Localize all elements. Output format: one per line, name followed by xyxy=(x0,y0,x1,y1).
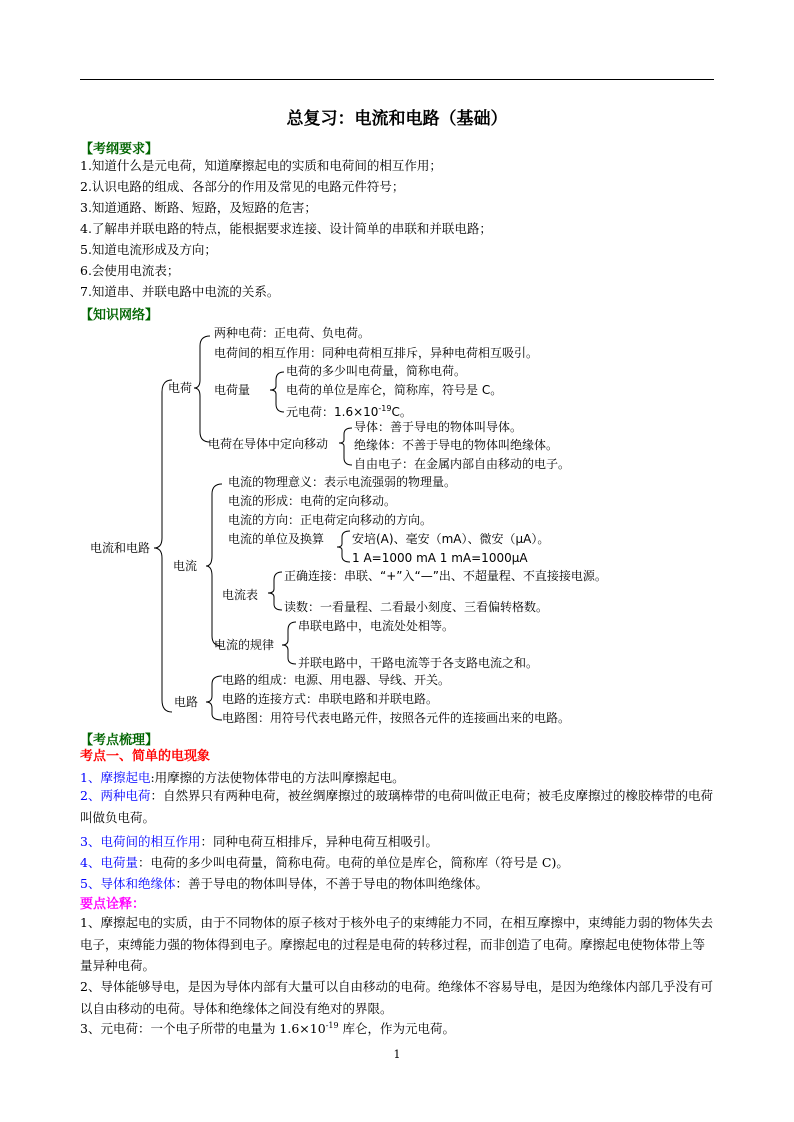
review-item: 5、导体和绝缘体：善于导电的物体叫导体，不善于导电的物体叫绝缘体。 xyxy=(80,876,488,891)
law-label: 电流的规律 xyxy=(214,638,275,652)
network-heading: 【知识网络】 xyxy=(80,308,159,323)
review-item: 4、电荷量：电荷的多少叫电荷量，简称电荷。电荷的单位是库仑，简称库（符号是 C)。 xyxy=(80,855,569,870)
circuit-item: 电路的连接方式：串联电路和并联电路。 xyxy=(222,692,439,706)
circuit-brace xyxy=(206,676,222,720)
conductor-label: 电荷在导体中定向移动 xyxy=(208,437,329,451)
meter-brace xyxy=(268,572,282,610)
circuit-item: 电路图：用符号代表电路元件，按照各元件的连接画出来的电路。 xyxy=(222,711,571,725)
current-formation: 电流的形成：电荷的定向移动。 xyxy=(228,494,397,508)
meter-label: 电流表 xyxy=(222,588,259,602)
conductor-item: 自由电子：在金属内部自由移动的电子。 xyxy=(354,457,571,471)
unit-label: 电流的单位及换算 xyxy=(228,532,325,546)
unit-item: 1 A=1000 mA 1 mA=1000μA xyxy=(352,551,528,565)
quantity-item: 元电荷：$1.6\times 10^{-19}C$。 xyxy=(286,404,412,419)
quantity-item: 电荷的多少叫电荷量，简称电荷。 xyxy=(286,364,467,378)
review-heading: 【考点梳理】 xyxy=(80,733,159,748)
key-heading: 要点诠释： xyxy=(80,897,146,912)
law-item: 串联电路中，电流处处相等。 xyxy=(298,619,455,633)
requirement-item: 2.认识电路的组成、各部分的作用及常见的电路元件符号； xyxy=(80,179,405,194)
requirement-item: 5.知道电流形成及方向； xyxy=(80,242,217,257)
quantity-label: 电荷量 xyxy=(214,383,251,397)
unit-item: 安培(A)、毫安（mA）、微安（μA）。 xyxy=(352,532,550,546)
interaction-text: 电荷间的相互作用：同种电荷相互排斥，异种电荷相互吸引。 xyxy=(214,346,539,360)
charge-label: 电荷 xyxy=(168,381,193,395)
circuit-item: 电路的组成：电源、用电器、导线、开关。 xyxy=(222,673,451,687)
current-brace xyxy=(206,484,222,646)
meter-item: 读数：一看量程、二看最小刻度、三看偏转格数。 xyxy=(284,600,549,614)
charge-brace xyxy=(194,336,210,442)
conductor-item: 导体：善于导电的物体叫导体。 xyxy=(354,420,523,434)
point-heading: 考点一、简单的电现象 xyxy=(80,749,211,764)
current-meaning: 电流的物理意义：表示电流强弱的物理量。 xyxy=(228,475,457,489)
meter-item: 正确连接：串联、“+”入“—”出、不超量程、不直接接电源。 xyxy=(284,569,607,583)
quantity-item: 电荷的单位是库仑，简称库，符号是 C。 xyxy=(286,383,503,397)
review-item: 2、两种电荷：自然界只有两种电荷，被丝绸摩擦过的玻璃棒带的电荷叫做正电荷；被毛皮摩擦过的橡胶棒带的电荷叫做负电荷。 xyxy=(80,788,713,825)
root-brace xyxy=(154,380,172,712)
two-kinds-text: 两种电荷：正电荷、负电荷。 xyxy=(214,326,371,340)
review-item: 3、电荷间的相互作用：同种电荷互相排斥，异种电荷互相吸引。 xyxy=(80,834,438,849)
requirement-item: 1.知道什么是元电荷，知道摩擦起电的实质和电荷间的相互作用； xyxy=(80,158,442,173)
law-brace xyxy=(282,622,296,664)
page-number: 1 xyxy=(393,1048,401,1061)
requirement-item: 6.会使用电流表； xyxy=(80,263,180,278)
review-item: 1、摩擦起电:用摩擦的方法使物体带电的方法叫摩擦起电。 xyxy=(80,770,405,785)
page-title: 总复习：电流和电路（基础） xyxy=(286,109,508,129)
key-note: 2、导体能够导电，是因为导体内部有大量可以自由移动的电荷。绝缘体不容易导电，是因为绝缘体内部几乎没有可以自由移动的电荷。导体和绝缘体之间没有绝对的界限。 xyxy=(80,979,713,1016)
conductor-brace xyxy=(339,428,352,465)
conductor-item: 绝缘体：不善于导电的物体叫绝缘体。 xyxy=(354,438,559,452)
current-direction: 电流的方向：正电荷定向移动的方向。 xyxy=(228,513,433,527)
requirement-item: 4.了解串并联电路的特点，能根据要求连接、设计简单的串联和并联电路； xyxy=(80,221,492,236)
circuit-label: 电路 xyxy=(174,695,199,709)
unit-brace xyxy=(337,531,350,562)
current-label: 电流 xyxy=(173,559,198,573)
key-note: 3、元电荷：一个电子所带的电量为 $1.6\times 10^{-19}$ 库仑，作为元电荷。 xyxy=(80,1021,456,1037)
quantity-brace xyxy=(270,372,284,412)
network-root: 电流和电路 xyxy=(90,541,151,555)
requirement-item: 3.知道通路、断路、短路，及短路的危害； xyxy=(80,200,317,215)
requirement-item: 7.知道串、并联电路中电流的关系。 xyxy=(80,284,280,299)
requirements-heading: 【考纲要求】 xyxy=(80,142,159,157)
law-item: 并联电路中，干路电流等于各支路电流之和。 xyxy=(298,656,539,670)
key-note: 1、摩擦起电的实质，由于不同物体的原子核对于核外电子的束缚能力不同，在相互摩擦中，束缚能力弱的物体失去电子，束缚能力强的物体得到电子。摩擦起电的过程是电荷的转移过程，而非创造了电荷。摩擦起电使物体带上等量异种电荷。 xyxy=(80,915,713,973)
